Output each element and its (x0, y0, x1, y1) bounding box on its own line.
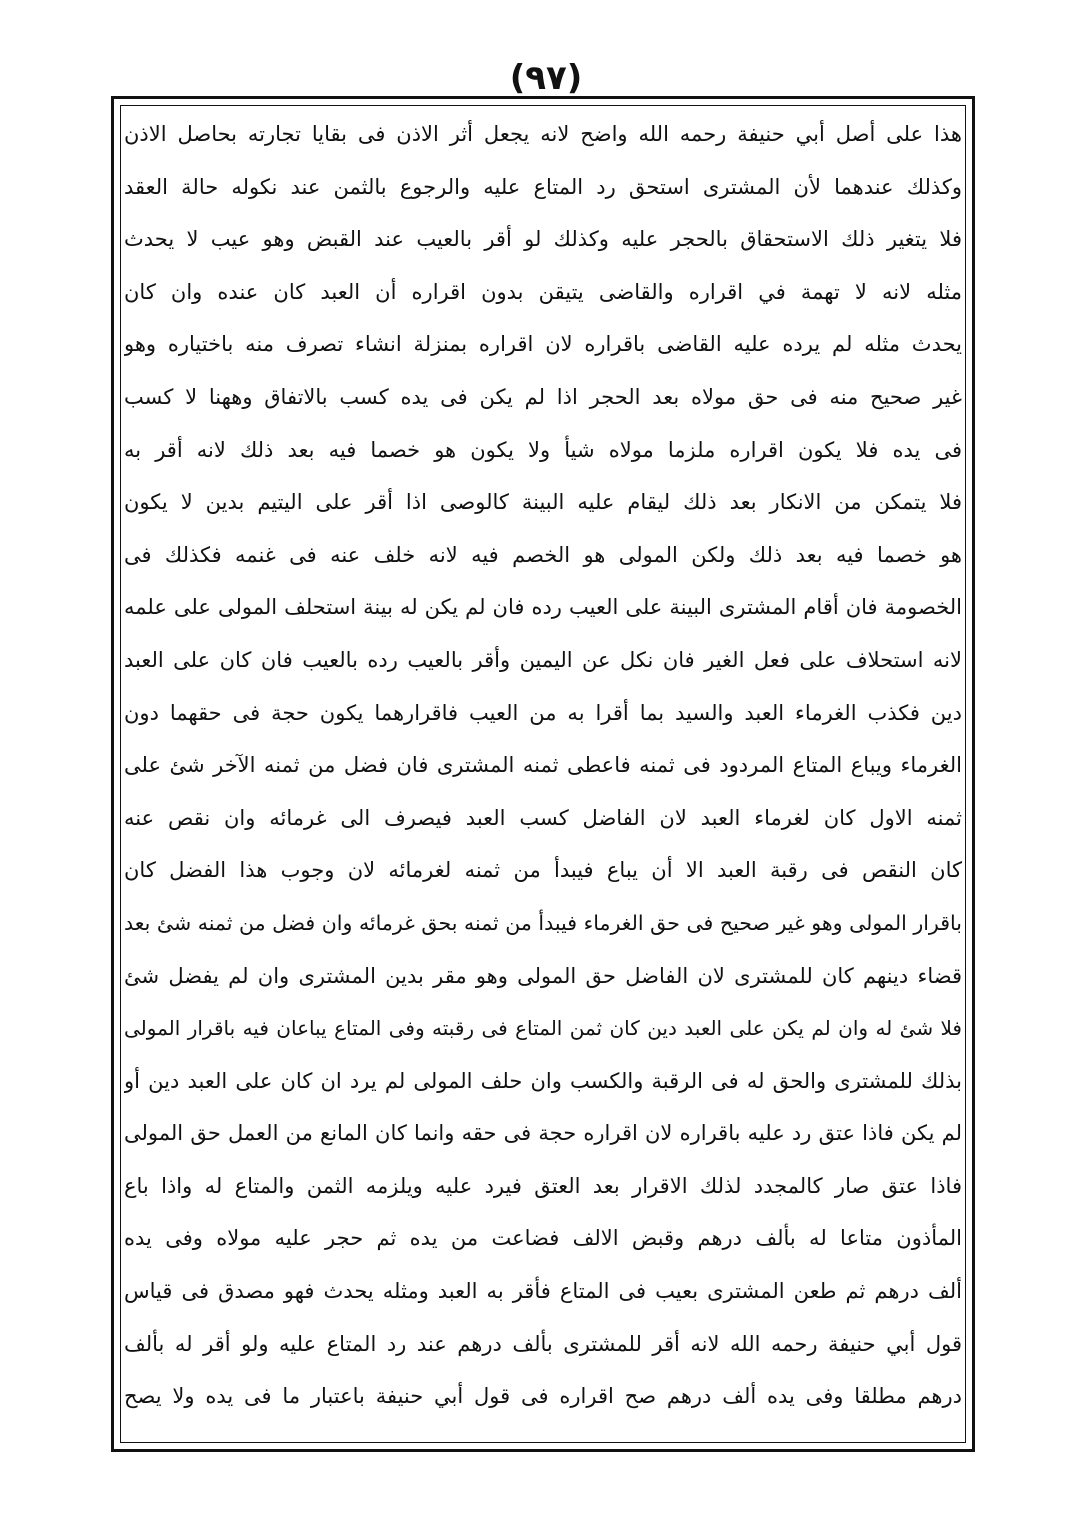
text-line: قول أبي حنيفة رحمه الله لانه أقر للمشترى بألف درهم عند رد المتاع عليه ولو أقر له بألف (124, 1331, 962, 1356)
text-line: فاذا عتق صار كالمجدد لذلك الاقرار بعد العتق فيرد عليه ويلزمه الثمن والمتاع له واذا باع (124, 1173, 962, 1198)
text-line: بذلك للمشترى والحق له فى الرقبة والكسب وان حلف المولى لم يرد ان كان على العبد دين أو (124, 1068, 962, 1093)
text-line: درهم مطلقا وفى يده ألف درهم صح اقراره فى قول أبي حنيفة باعتبار ما فى يده ولا يصح (124, 1384, 962, 1409)
text-line: المأذون متاعا له بألف درهم وقبض الالف فضاعت من يده ثم حجر عليه مولاه وفى يده (124, 1226, 962, 1251)
text-line: وكذلك عندهما لأن المشترى استحق رد المتاع عليه والرجوع بالثمن عند نكوله حالة العقد (124, 174, 962, 199)
text-line: ثمنه الاول كان لغرماء العبد لان الفاضل كسب العبد فيصرف الى غرمائه وان نقص عنه (124, 805, 962, 830)
text-line: دين فكذب الغرماء العبد والسيد بما أقرا به من العيب فاقرارهما يكون حجة فى حقهما دون (124, 700, 962, 725)
text-line: لم يكن فاذا عتق رد عليه باقراره لان اقراره حجة فى حقه وانما كان المانع من العمل حق المولى (124, 1121, 962, 1146)
text-line: هذا على أصل أبي حنيفة رحمه الله واضح لانه يجعل أثر الاذن فى بقايا تجارته بحاصل الاذن (124, 122, 962, 146)
page-number: (٩٧) (509, 58, 583, 98)
text-line: فى يده فلا يكون اقراره ملزما مولاه شيأ ولا يكون هو خصما فيه بعد ذلك لانه أقر به (124, 437, 962, 462)
text-body (124, 108, 962, 1423)
text-line: هو خصما فيه بعد ذلك ولكن المولى هو الخصم فيه لانه خلف عنه فى غنمه فكذلك فى (124, 542, 962, 567)
text-line: فلا شئ له وان لم يكن على العبد دين كان ثمن المتاع فى رقبته وفى المتاع يباعان فيه باقرار المولى (124, 1016, 962, 1041)
text-line: غير صحيح منه فى حق مولاه بعد الحجر اذا لم يكن فى يده كسب بالاتفاق وههنا لا كسب (124, 384, 962, 409)
text-line: مثله لانه لا تهمة في اقراره والقاضى يتيقن بدون اقراره أن العبد كان عنده وان كان (124, 279, 962, 304)
text-line: كان النقص فى رقبة العبد الا أن يباع فيبدأ من ثمنه لغرمائه لان وجوب هذا الفضل كان (124, 858, 962, 883)
text-line: لانه استحلاف على فعل الغير فان نكل عن اليمين وأقر بالعيب رده بالعيب فان كان على العبد (124, 647, 962, 672)
text-line: ألف درهم ثم طعن المشترى بعيب فى المتاع فأقر به العبد ومثله يحدث فهو مصدق فى قياس (124, 1279, 962, 1304)
text-line: فلا يتغير ذلك الاستحقاق بالحجر عليه وكذلك لو أقر بالعيب عند القبض وهو عيب لا يحدث (124, 227, 962, 252)
text-line: باقرار المولى وهو غير صحيح فى حق الغرماء فيبدأ من ثمنه بحق غرمائه وان فضل من ثمنه شئ بعد (124, 910, 962, 935)
text-line: يحدث مثله لم يرده عليه القاضى باقراره لان اقراره بمنزلة انشاء تصرف منه باختياره وهو (124, 332, 962, 357)
text-line: الخصومة فان أقام المشترى البينة على العيب رده فان لم يكن له بينة استحلف المولى على علمه (124, 595, 962, 620)
text-line: قضاء دينهم كان للمشترى لان الفاضل حق المولى وهو مقر بدين المشترى وان لم يفضل شئ (124, 963, 962, 988)
text-line: الغرماء ويباع المتاع المردود فى ثمنه فاعطى ثمنه المشترى فان فضل من ثمنه الآخر شئ على (124, 753, 962, 778)
text-line: فلا يتمكن من الانكار بعد ذلك ليقام عليه البينة كالوصى اذا أقر على اليتيم بدين لا يكون (124, 490, 962, 515)
